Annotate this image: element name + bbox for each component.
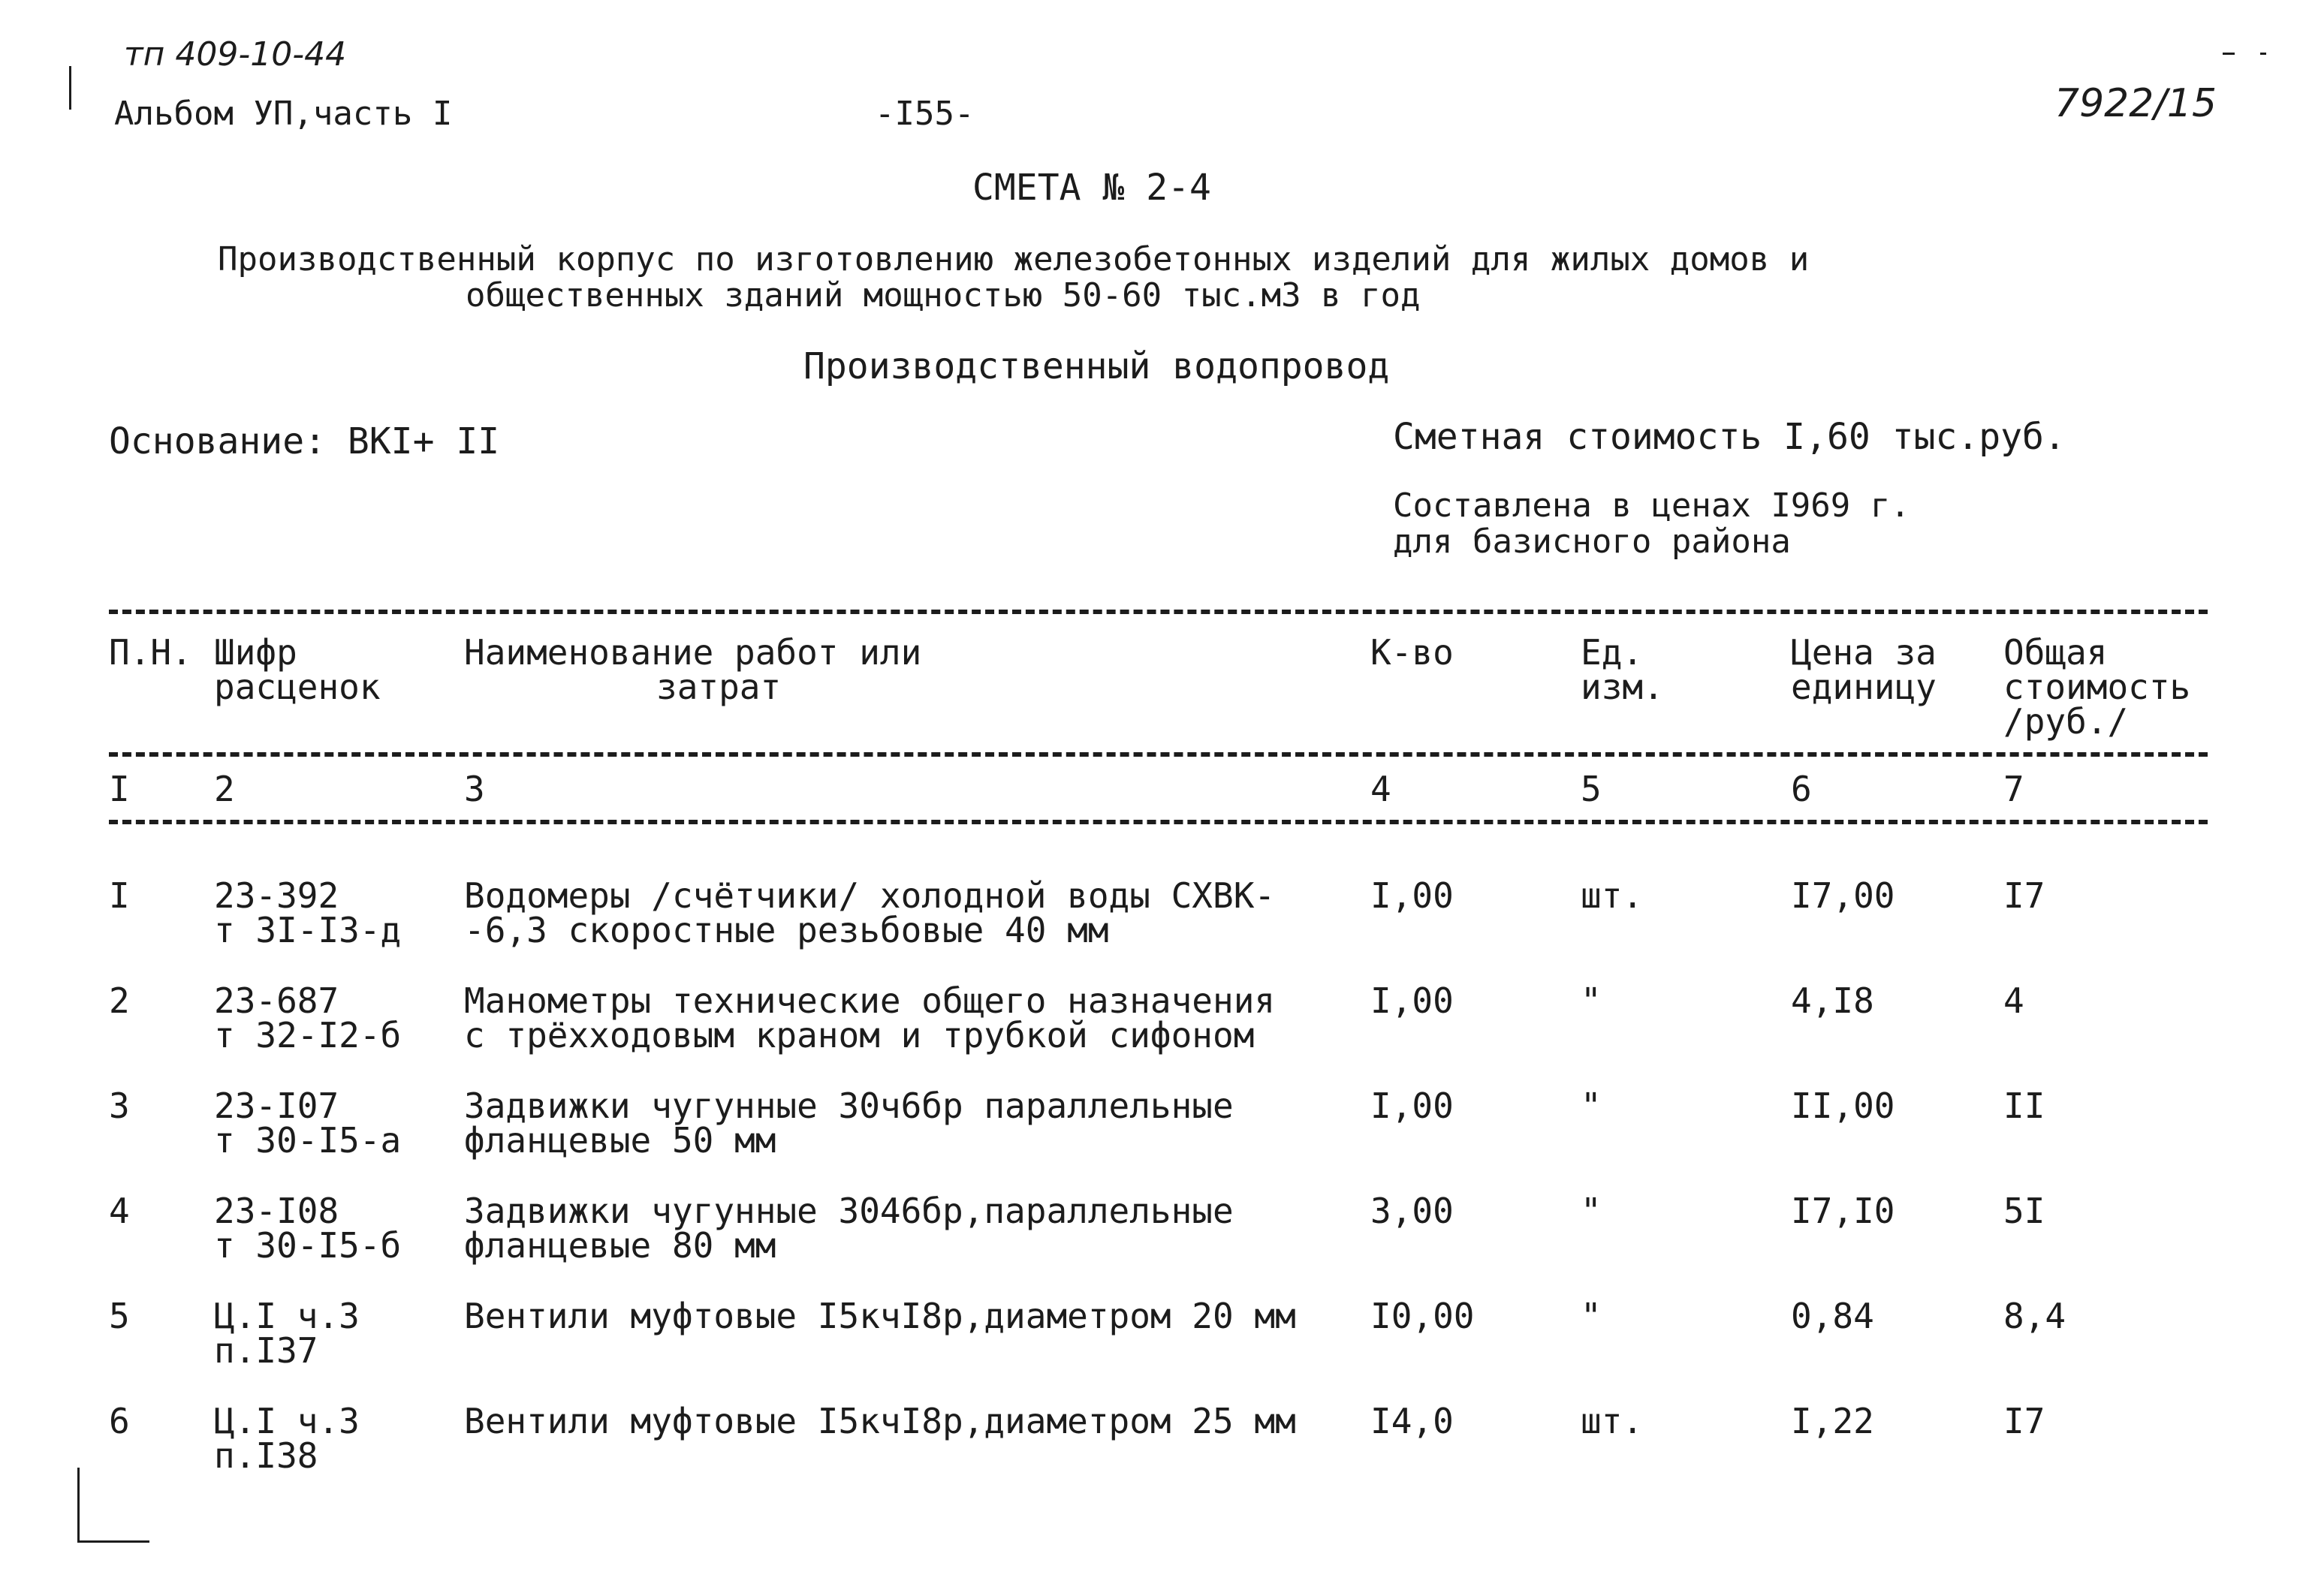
corner-dash [2260,53,2266,55]
section-subtitle: Производственный водопровод [803,345,1390,387]
inventory-number: 7922/15 [2054,81,2217,126]
quantity: I0,00 [1370,1296,1475,1336]
work-name: Задвижки чугунные 30ч6бр параллельные фланцевые 50 мм [464,1086,1234,1161]
column-number: 6 [1791,769,1812,809]
estimated-cost: Сметная стоимость I,60 тыс.руб. [1393,416,2066,458]
unit-price: I7,00 [1791,875,1895,916]
prices-note-line2: для базисного района [1393,522,1791,561]
quantity: I,00 [1370,1086,1454,1126]
work-name: Вентили муфтовые I5кчI8р,диаметром 20 мм [464,1296,1296,1336]
margin-mark [69,66,71,110]
table-rule-header [109,752,2208,757]
rate-code: Ц.I ч.3 п.I38 [214,1401,360,1476]
header-unit-price: Цена за единицу [1791,632,1937,707]
header-total-cost: Общая стоимость /руб./ [2003,632,2191,742]
work-name: Водомеры /счётчики/ холодной воды СХВК- -6,3 скоростные резьбовые 40 мм [464,875,1276,950]
rate-code: 23-I08 т 30-I5-б [214,1191,402,1266]
row-number: 6 [109,1401,130,1441]
unit: " [1581,1086,1602,1126]
header-item-number: П.Н. [109,632,192,673]
total-cost: 8,4 [2003,1296,2066,1336]
row-number: 3 [109,1086,130,1126]
column-number: I [109,769,130,809]
header-quantity: К-во [1370,632,1454,673]
unit-price: I,22 [1791,1401,1874,1441]
page-number: -I55- [875,95,975,133]
rate-code: 23-687 т 32-I2-б [214,980,402,1055]
unit: шт. [1581,875,1644,916]
column-number: 5 [1581,769,1602,809]
prices-note-line1: Составлена в ценах I969 г. [1393,486,1910,525]
table-rule-top [109,610,2208,614]
unit: шт. [1581,1401,1644,1441]
unit: " [1581,1191,1602,1231]
column-number: 4 [1370,769,1391,809]
work-name: Вентили муфтовые I5кчI8р,диаметром 25 мм [464,1401,1296,1441]
quantity: 3,00 [1370,1191,1454,1231]
object-name-line1: Производственный корпус по изготовлению железобетонных изделий для жилых домов и [218,240,1810,279]
header-rate-code: Шифр расценок [214,632,381,707]
quantity: I,00 [1370,980,1454,1021]
total-cost: I7 [2003,1401,2045,1441]
unit: " [1581,1296,1602,1336]
header-unit: Ед. изм. [1581,632,1664,707]
unit: " [1581,980,1602,1021]
corner-mark [77,1540,149,1543]
rate-code: 23-392 т 3I-I3-д [214,875,402,950]
quantity: I,00 [1370,875,1454,916]
rate-code: Ц.I ч.3 п.I37 [214,1296,360,1371]
row-number: 5 [109,1296,130,1336]
album-label: Альбом УП,часть I [114,95,453,133]
unit-price: II,00 [1791,1086,1895,1126]
handwritten-code: тп 409-10-44 [124,35,347,74]
column-number: 2 [214,769,235,809]
corner-dash [2223,53,2235,55]
basis-label: Основание: ВКI+ II [109,420,500,462]
work-name: Манометры технические общего назначения с трёхходовым краном и трубкой сифоном [464,980,1276,1055]
row-number: 4 [109,1191,130,1231]
column-number: 7 [2003,769,2024,809]
row-number: I [109,875,130,916]
unit-price: 0,84 [1791,1296,1874,1336]
unit-price: I7,I0 [1791,1191,1895,1231]
row-number: 2 [109,980,130,1021]
total-cost: 5I [2003,1191,2045,1231]
total-cost: 4 [2003,980,2024,1021]
corner-mark [77,1468,80,1543]
estimate-title: СМЕТА № 2-4 [972,167,1211,209]
object-name-line2: общественных зданий мощностью 50-60 тыс.м3 в год [466,276,1421,315]
column-number: 3 [464,769,485,809]
quantity: I4,0 [1370,1401,1454,1441]
total-cost: I7 [2003,875,2045,916]
header-work-name: Наименование работ или затрат [464,632,922,707]
table-rule-numbers [109,820,2208,824]
rate-code: 23-I07 т 30-I5-а [214,1086,402,1161]
total-cost: II [2003,1086,2045,1126]
work-name: Задвижки чугунные 3046бр,параллельные фланцевые 80 мм [464,1191,1234,1266]
unit-price: 4,I8 [1791,980,1874,1021]
